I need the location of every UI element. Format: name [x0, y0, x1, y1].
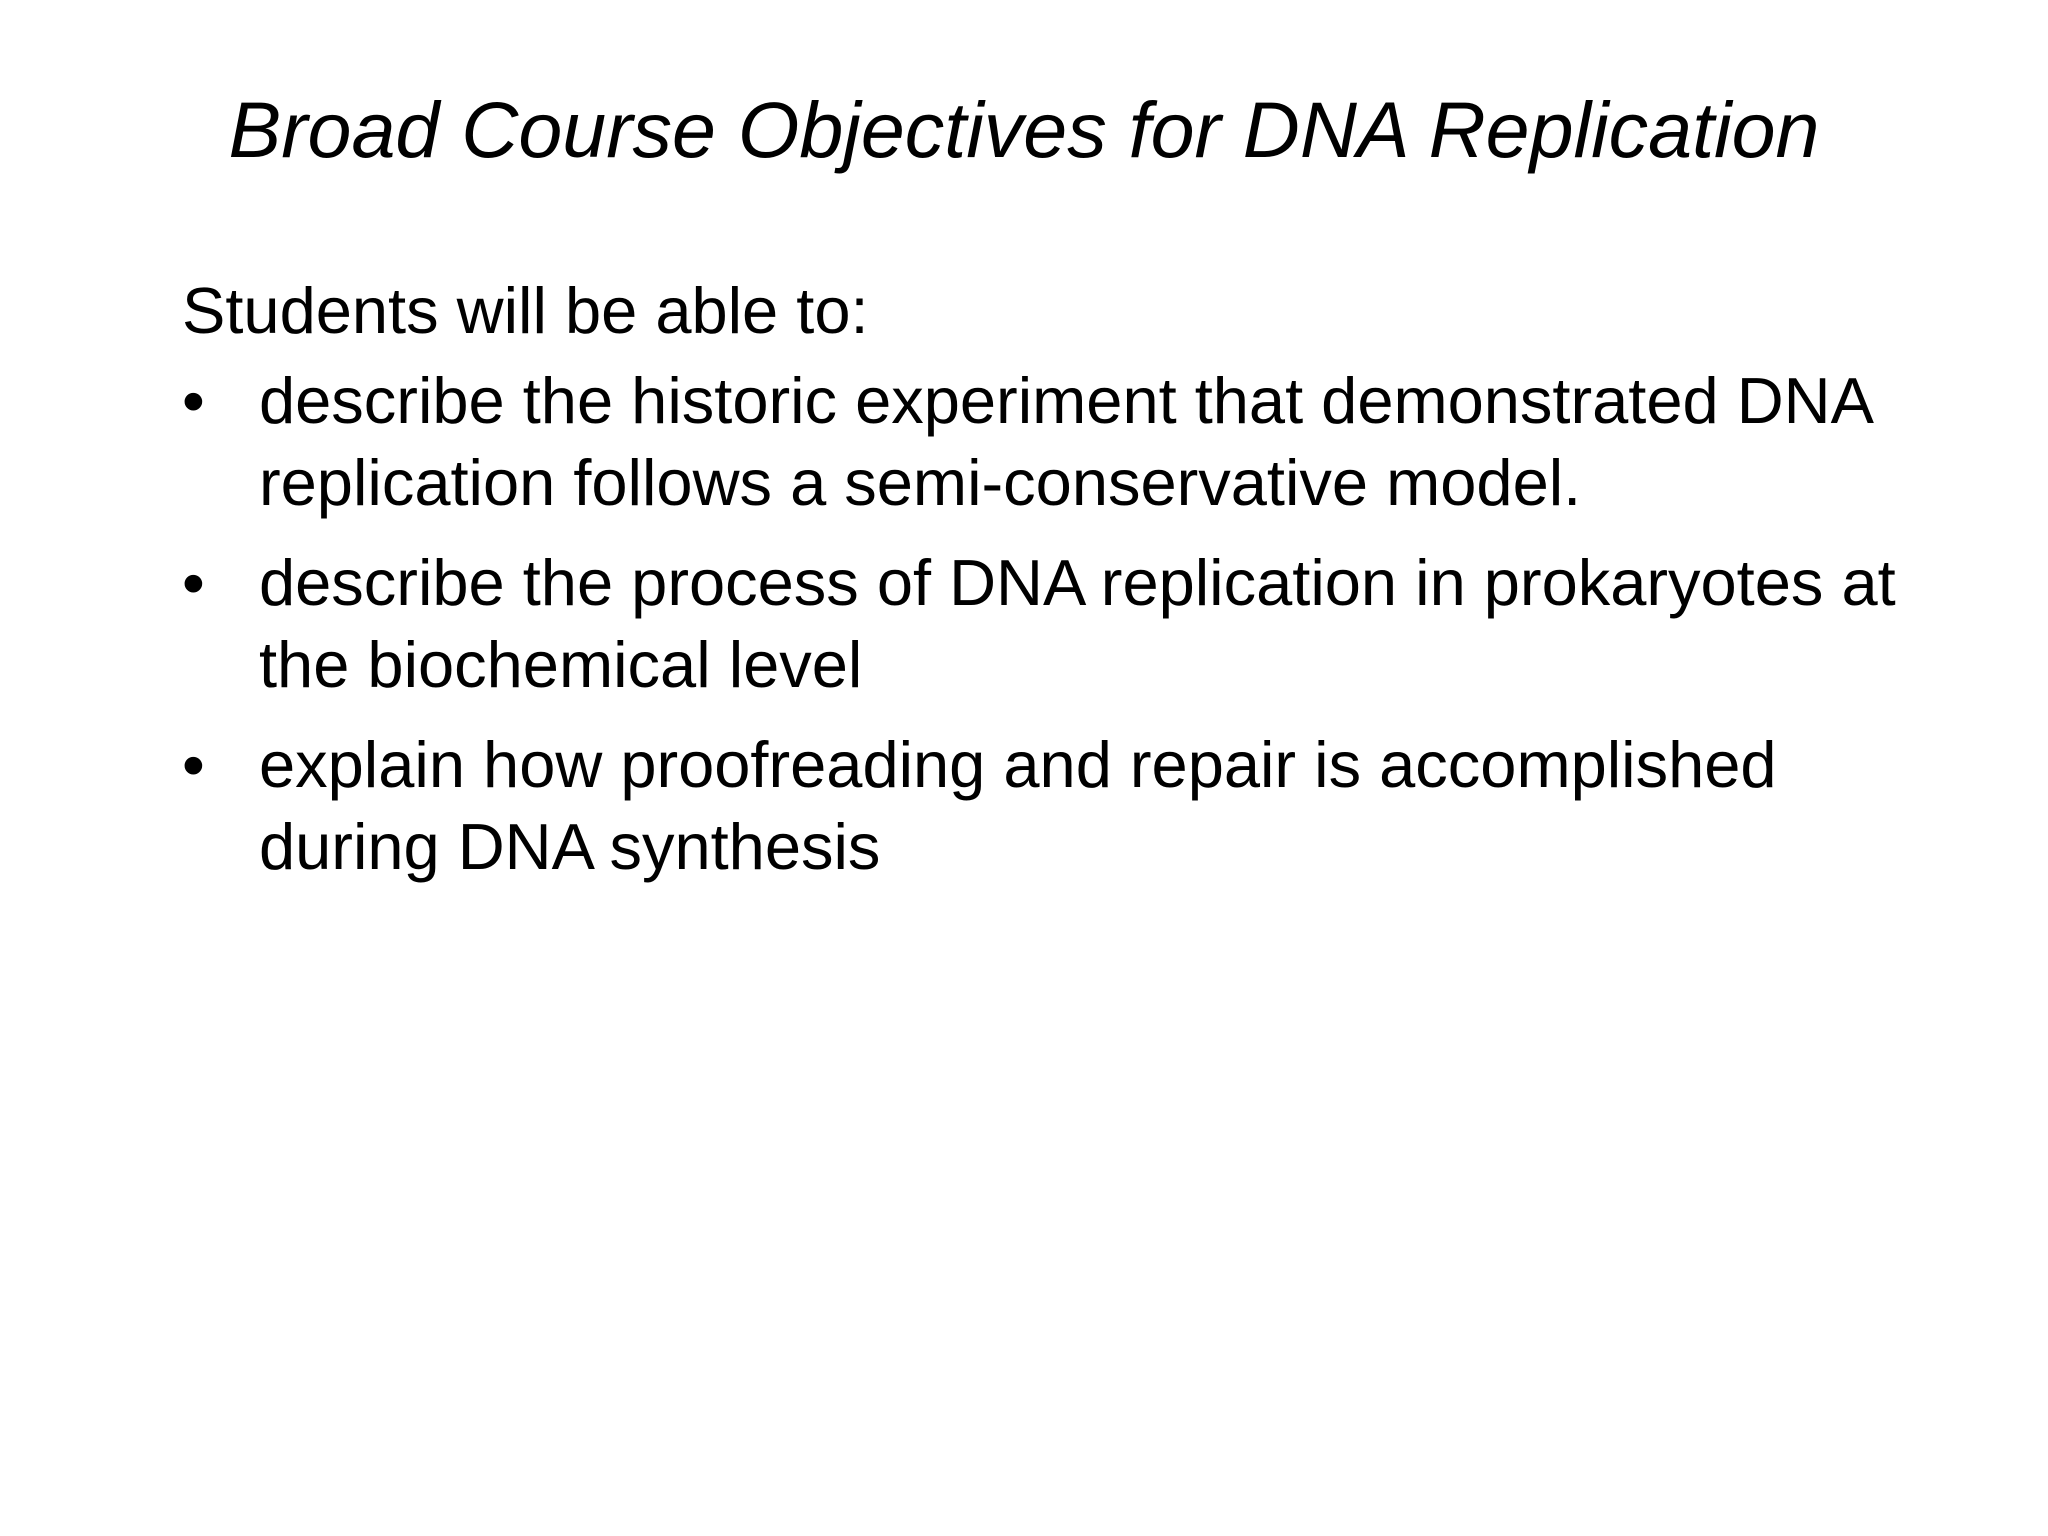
slide-title: Broad Course Objectives for DNA Replication — [228, 85, 1820, 174]
objective-text: describe the process of DNA replication in prokaryotes at the biochemical level — [259, 546, 1896, 701]
objective-item — [182, 724, 1942, 888]
bullet-icon: • — [182, 728, 205, 801]
objective-item — [182, 360, 1942, 524]
objectives-list — [182, 360, 1942, 888]
intro-text: Students will be able to: — [182, 274, 869, 347]
objective-text: explain how proofreading and repair is accomplished during DNA synthesis — [259, 728, 1777, 883]
objective-text: describe the historic experiment that demonstrated DNA replication follows a semi-conservative model. — [259, 364, 1871, 519]
slide-body — [182, 270, 1942, 906]
bullet-icon: • — [182, 546, 205, 619]
bullet-icon: • — [182, 364, 205, 437]
objective-item — [182, 542, 1942, 706]
